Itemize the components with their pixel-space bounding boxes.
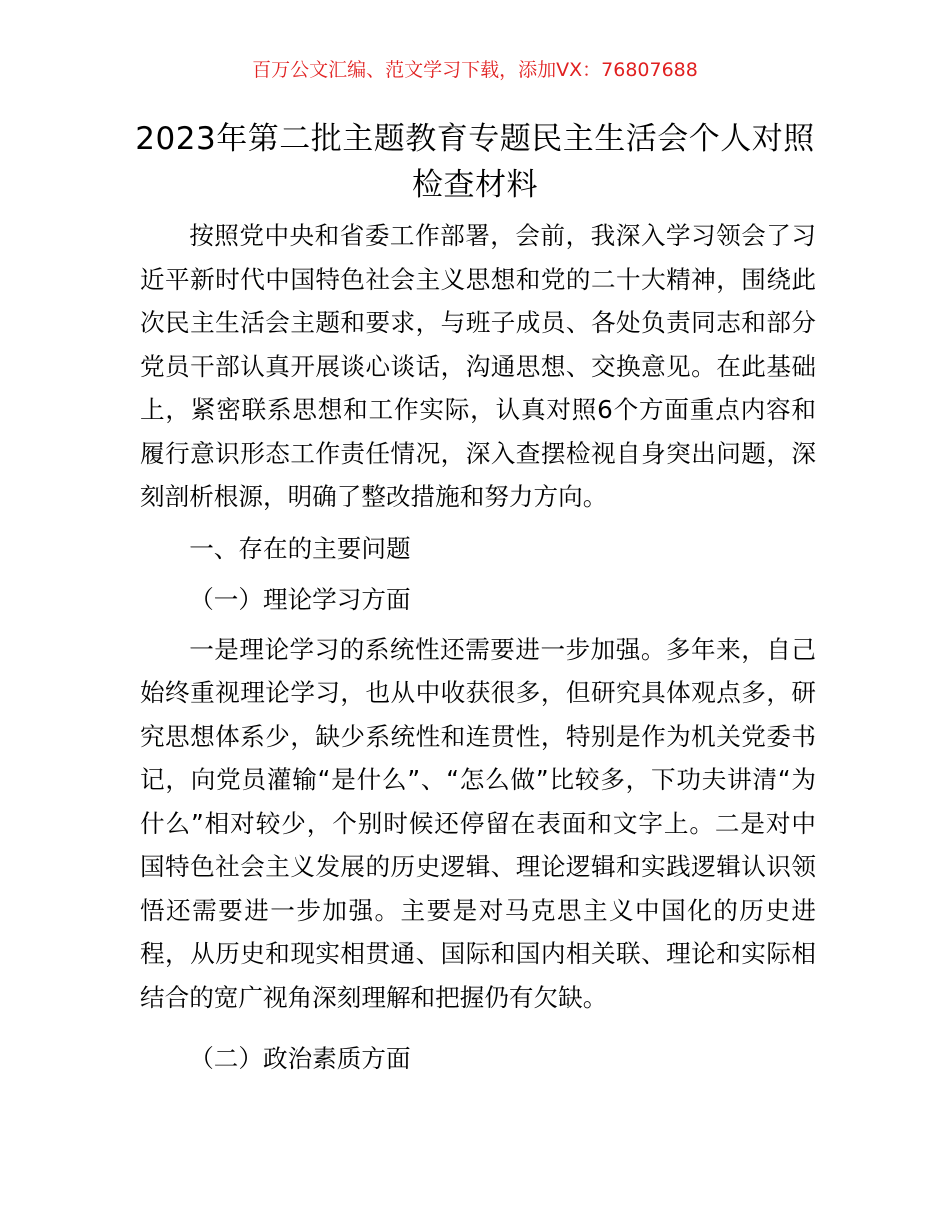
section-heading: 一、存在的主要问题 xyxy=(189,533,411,563)
subsection-heading-theory: （一）理论学习方面 xyxy=(189,585,411,614)
theory-paragraph: 一是理论学习的系统性还需要进一步加强。多年来，自己始终重视理论学习，也从中收获很多，但研究具体观点多，研究思想体系少，缺少系统性和连贯性，特别是作为机关党委书记，向党员灌输“是什么”、“怎么做”比较多，下功夫讲清“为什么”相对较少，个别时候还停留在表面和文字上。二是对中国特色社会主义发展的历史逻辑、理论逻辑和实践逻辑认识领悟还需要进一步加强。主要是对马克思主义中国化的历史进程，从历史和现实相贯通、国际和国内相关联、理论和实际相结合的宽广视角深刻理解和把握仍有欠缺。 xyxy=(140,634,816,1012)
subsection-heading-politics: （二）政治素质方面 xyxy=(189,1044,411,1073)
document-body xyxy=(140,214,816,1081)
intro-paragraph: 按照党中央和省委工作部署，会前，我深入学习领会了习近平新时代中国特色社会主义思想和党的二十大精神，围绕此次民主生活会主题和要求，与班子成员、各处负责同志和部分党员干部认真开展谈心谈话，沟通思想、交换意见。在此基础上，紧密联系思想和工作实际，认真对照6个方面重点内容和履行意识形态工作责任情况，深入查摆检视自身突出问题，深刻剖析根源，明确了整改措施和努力方向。 xyxy=(140,221,816,511)
header-banner: 百万公文汇编、范文学习下载，添加VX：76807688 xyxy=(252,59,698,81)
document-title: 2023年第二批主题教育专题民主生活会个人对照检查材料 xyxy=(135,121,815,203)
